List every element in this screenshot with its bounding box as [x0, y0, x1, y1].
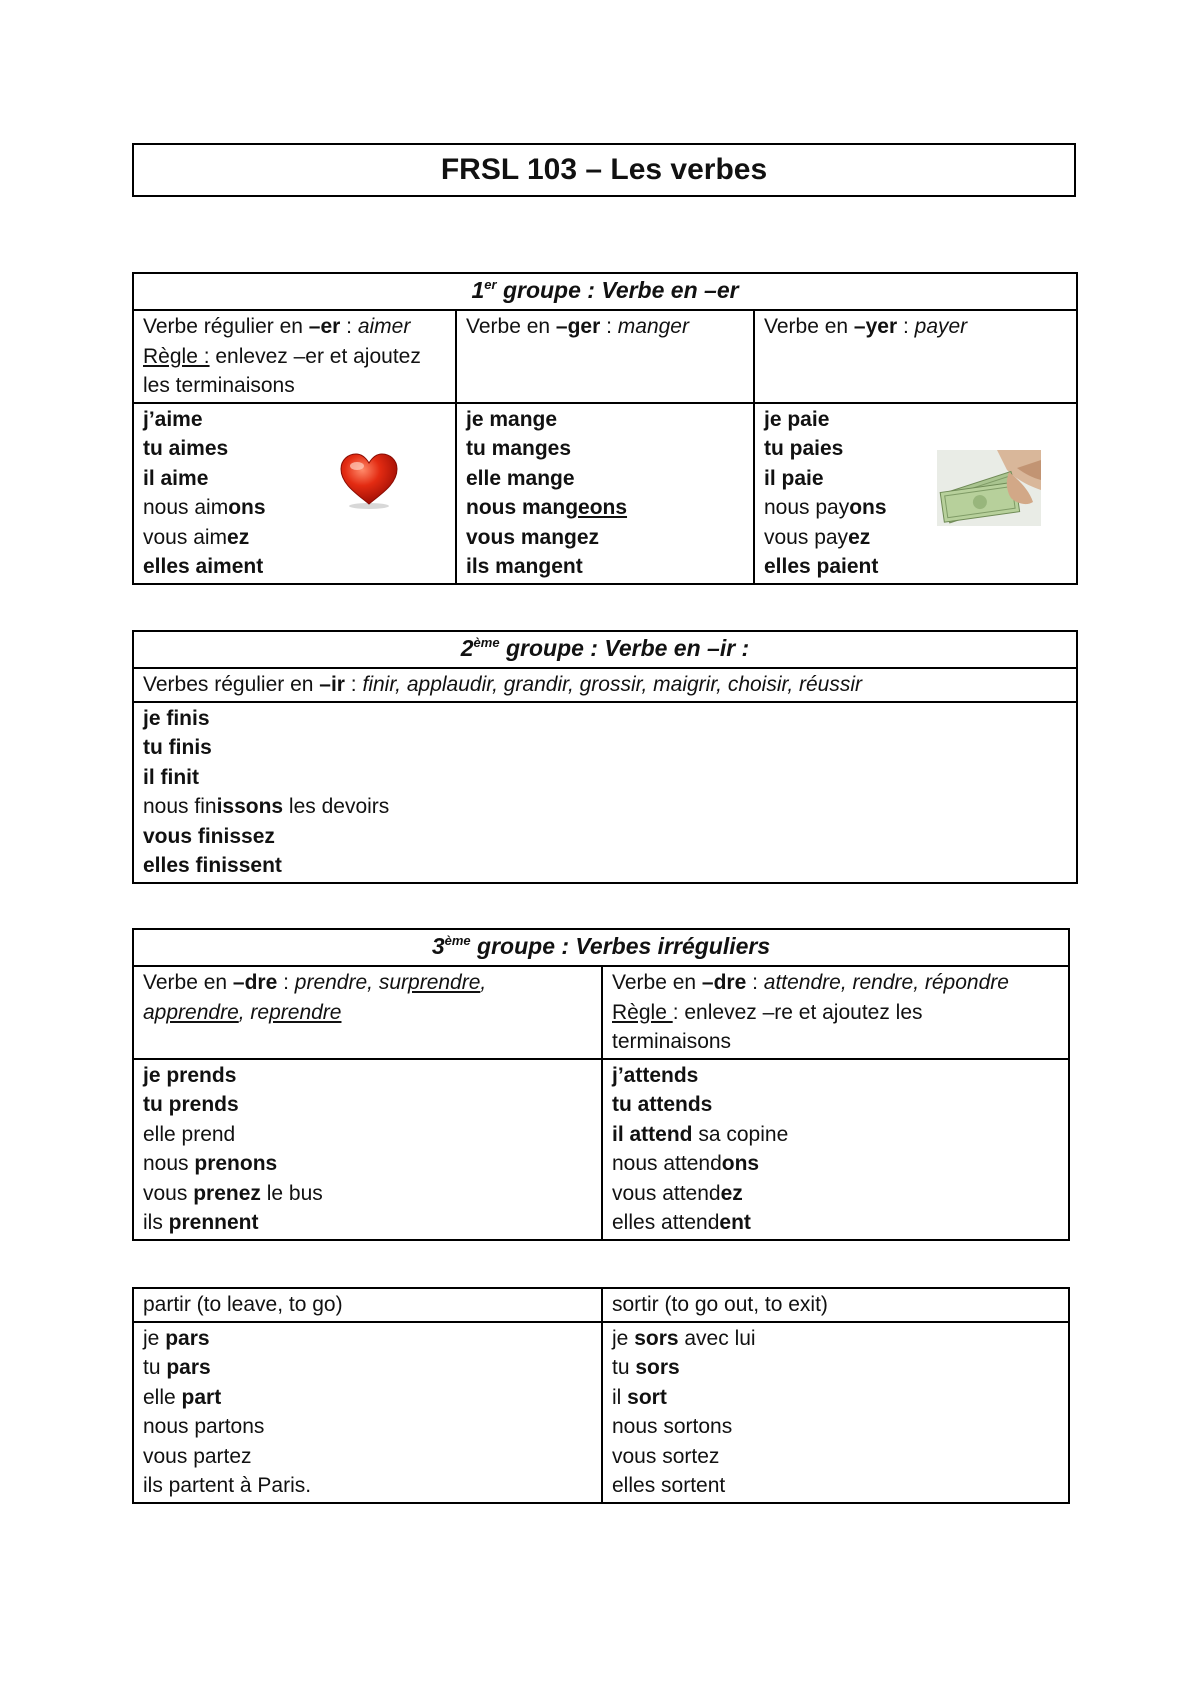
group3-left-header: Verbe en –dre : prendre, surprendre, apprendre, reprendre	[133, 966, 602, 1059]
partir-conjugation	[133, 1322, 602, 1503]
conjugation-line: elle part	[143, 1385, 222, 1409]
conjugation-line: elles attendent	[612, 1211, 751, 1234]
conjugation-line: vous sortez	[612, 1444, 720, 1468]
sortir-conjugation	[602, 1322, 1069, 1503]
group3-right-header: Verbe en –dre : attendre, rendre, répondre Règle : enlevez –re et ajoutez les terminaisons	[602, 966, 1069, 1059]
conjugation-line: nous finissons les devoirs	[143, 795, 390, 818]
conjugation-line: nous attendons	[612, 1152, 760, 1175]
conjugation-line: il sort	[612, 1385, 667, 1409]
conjugation-line: elles sortent	[612, 1474, 726, 1497]
conjugation-line: tu attends	[612, 1093, 713, 1116]
group3-attendre-conjugation	[602, 1059, 1069, 1240]
group2-description: Verbes régulier en –ir : finir, applaudir, grandir, grossir, maigrir, choisir, réussir	[133, 668, 1077, 702]
conjugation-line: vous attendez	[612, 1181, 743, 1205]
group1-table	[132, 272, 1078, 585]
conjugation-line: tu aimes	[143, 437, 229, 460]
group1-col3-header: Verbe en –yer : payer	[754, 310, 1077, 403]
conjugation-line: je paie	[764, 407, 830, 431]
conjugation-line: elles aiment	[143, 555, 264, 578]
conjugation-line: vous mangez	[466, 525, 600, 549]
conjugation-line: je finis	[143, 706, 210, 730]
conjugation-line: tu finis	[143, 736, 212, 759]
partir-sortir-table	[132, 1287, 1070, 1504]
group1-aimer-conjugation	[133, 403, 456, 584]
conjugation-line: vous finissez	[143, 824, 275, 848]
document-title-text: FRSL 103 – Les verbes	[440, 153, 768, 186]
conjugation-line: j’attends	[612, 1063, 699, 1087]
conjugation-line: je prends	[143, 1063, 237, 1087]
conjugation-line: je pars	[143, 1326, 210, 1350]
conjugation-line: je sors avec lui	[612, 1326, 756, 1350]
group1-col1-header: Verbe régulier en –er : aimer Règle : enlevez –er et ajoutez les terminaisons	[133, 310, 456, 403]
conjugation-line: il attend sa copine	[612, 1122, 789, 1146]
conjugation-line: elles paient	[764, 555, 879, 578]
conjugation-line: je mange	[466, 407, 558, 431]
group2-finir-conjugation	[133, 702, 1077, 883]
conjugation-line: nous sortons	[612, 1415, 733, 1438]
heart-icon	[337, 452, 401, 510]
conjugation-line: il paie	[764, 466, 824, 490]
conjugation-line: nous mangeons	[466, 496, 628, 519]
group1-payer-conjugation	[754, 403, 1077, 584]
group3-heading: 3ème groupe : Verbes irréguliers	[133, 929, 1069, 966]
conjugation-line: elle mange	[466, 466, 575, 490]
conjugation-line: ils partent à Paris.	[143, 1474, 312, 1497]
conjugation-line: nous payons	[764, 496, 887, 519]
conjugation-line: j’aime	[143, 407, 203, 431]
group2-heading: 2ème groupe : Verbe en –ir :	[133, 631, 1077, 668]
conjugation-line: nous prenons	[143, 1152, 278, 1175]
conjugation-line: ils prennent	[143, 1211, 259, 1234]
group1-col2-header: Verbe en –ger : manger	[456, 310, 754, 403]
conjugation-line: vous partez	[143, 1444, 252, 1468]
conjugation-line: tu prends	[143, 1093, 239, 1116]
money-icon	[937, 450, 1041, 526]
group3-table	[132, 928, 1070, 1241]
conjugation-line: vous aimez	[143, 525, 250, 549]
conjugation-line: il aime	[143, 466, 209, 490]
group1-manger-conjugation	[456, 403, 754, 584]
group1-heading: 1er groupe : Verbe en –er	[133, 273, 1077, 310]
conjugation-line: ils mangent	[466, 555, 583, 578]
conjugation-line: tu pars	[143, 1356, 211, 1379]
conjugation-line: tu paies	[764, 437, 844, 460]
group2-table	[132, 630, 1078, 884]
conjugation-line: vous payez	[764, 525, 871, 549]
conjugation-line: il finit	[143, 765, 199, 789]
sortir-header: sortir (to go out, to exit)	[602, 1288, 1069, 1322]
document-title	[132, 143, 1076, 197]
group3-prendre-conjugation	[133, 1059, 602, 1240]
conjugation-line: elles finissent	[143, 854, 282, 877]
conjugation-line: vous prenez le bus	[143, 1181, 323, 1205]
conjugation-line: tu manges	[466, 437, 572, 460]
conjugation-line: nous aimons	[143, 496, 266, 519]
partir-header: partir (to leave, to go)	[133, 1288, 602, 1322]
conjugation-line: nous partons	[143, 1415, 265, 1438]
conjugation-line: tu sors	[612, 1356, 680, 1379]
conjugation-line: elle prend	[143, 1122, 236, 1146]
